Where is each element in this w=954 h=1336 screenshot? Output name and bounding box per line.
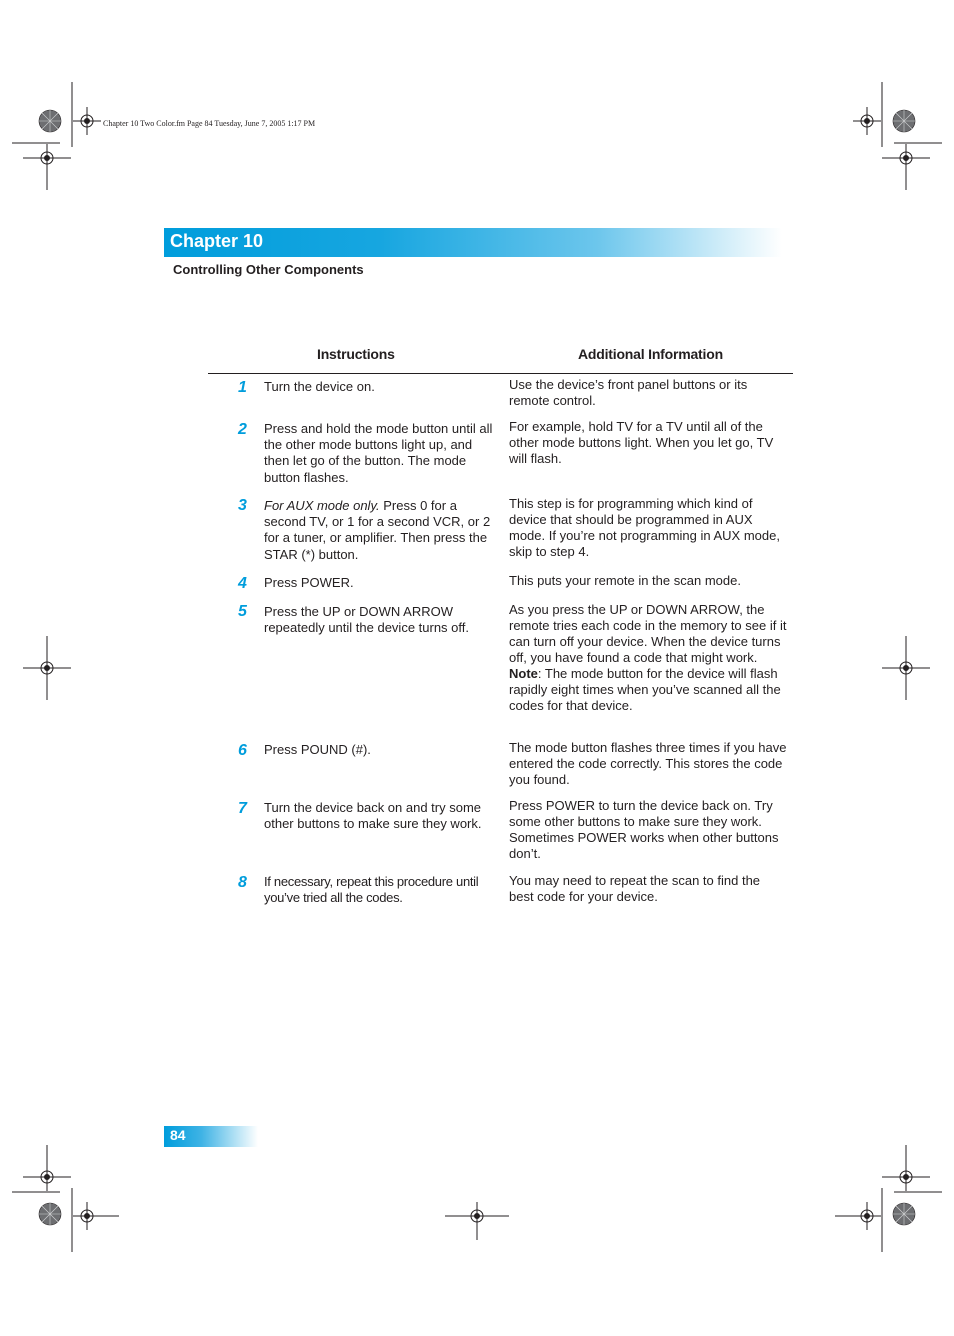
instruction-text: Turn the device on.	[264, 379, 375, 394]
instruction-lead-italic: For AUX mode only.	[264, 498, 380, 513]
info-text: Press POWER to turn the device back on. Try some other buttons to make sure they work. Sometimes POWER works when other buttons don’t.	[509, 798, 779, 861]
step-additional-info	[509, 602, 787, 714]
step-instruction	[264, 604, 494, 636]
step-additional-info	[509, 573, 787, 589]
instruction-text: Press 0 for a second TV, or 1 for a second VCR, or 2 for a tuner, or amplifier. Then press the STAR (*) button.	[264, 498, 491, 562]
step-instruction	[264, 498, 494, 563]
step-instruction	[264, 421, 494, 486]
step-number: 6	[238, 742, 247, 759]
step-number: 2	[238, 421, 247, 438]
step-number: 5	[238, 603, 247, 620]
step-number: 4	[238, 575, 247, 592]
step-number: 3	[238, 497, 247, 514]
instruction-text: Press and hold the mode button until all the other mode buttons light up, and then let go of the button. The mode button flashes.	[264, 421, 493, 485]
print-header: Chapter 10 Two Color.fm Page 84 Tuesday, June 7, 2005 1:17 PM	[103, 119, 316, 128]
column-header-additional-info: Additional Information	[578, 346, 723, 362]
step-instruction	[264, 874, 494, 906]
info-text: Use the device’s front panel buttons or its remote control.	[509, 377, 748, 408]
step-additional-info	[509, 377, 787, 409]
header-rule	[208, 373, 793, 374]
section-title: Controlling Other Components	[173, 262, 364, 277]
step-additional-info	[509, 419, 787, 467]
step-instruction	[264, 575, 494, 591]
instruction-text: Turn the device back on and try some other buttons to make sure they work.	[264, 800, 482, 832]
step-additional-info	[509, 740, 787, 788]
note-label: Note	[509, 666, 538, 681]
info-text: For example, hold TV for a TV until all of the other mode buttons light. When you let go, TV will flash.	[509, 419, 774, 466]
step-additional-info	[509, 496, 787, 560]
step-instruction	[264, 800, 494, 832]
info-text: As you press the UP or DOWN ARROW, the remote tries each code in the memory to see if it can turn off your device. When the device turns off, you have found a code that might work.	[509, 602, 787, 665]
column-header-instructions: Instructions	[317, 346, 395, 362]
step-instruction	[264, 379, 494, 395]
info-text: You may need to repeat the scan to find the best code for your device.	[509, 873, 761, 904]
step-instruction	[264, 742, 494, 758]
info-text: This step is for programming which kind of device that should be programmed in AUX mode. If you’re not programming in AUX mode, skip to step 4.	[509, 496, 780, 559]
step-number: 7	[238, 800, 247, 817]
instruction-text: Press the UP or DOWN ARROW repeatedly until the device turns off.	[264, 604, 469, 636]
instruction-text: Press POUND (#).	[264, 742, 371, 757]
note-text: : The mode button for the device will flash rapidly eight times when you’ve scanned all the codes for that device.	[509, 666, 781, 713]
instruction-text: If necessary, repeat this procedure until you’ve tried all the codes.	[264, 874, 479, 906]
step-additional-info	[509, 798, 787, 862]
chapter-title: Chapter 10	[170, 231, 264, 251]
step-number: 8	[238, 874, 247, 891]
info-text: The mode button flashes three times if you have entered the code correctly. This stores the code you found.	[509, 740, 787, 787]
info-text: This puts your remote in the scan mode.	[509, 573, 741, 588]
instruction-text: Press POWER.	[264, 575, 354, 590]
page-number: 84	[170, 1127, 186, 1143]
step-additional-info	[509, 873, 787, 905]
step-number: 1	[238, 379, 247, 396]
